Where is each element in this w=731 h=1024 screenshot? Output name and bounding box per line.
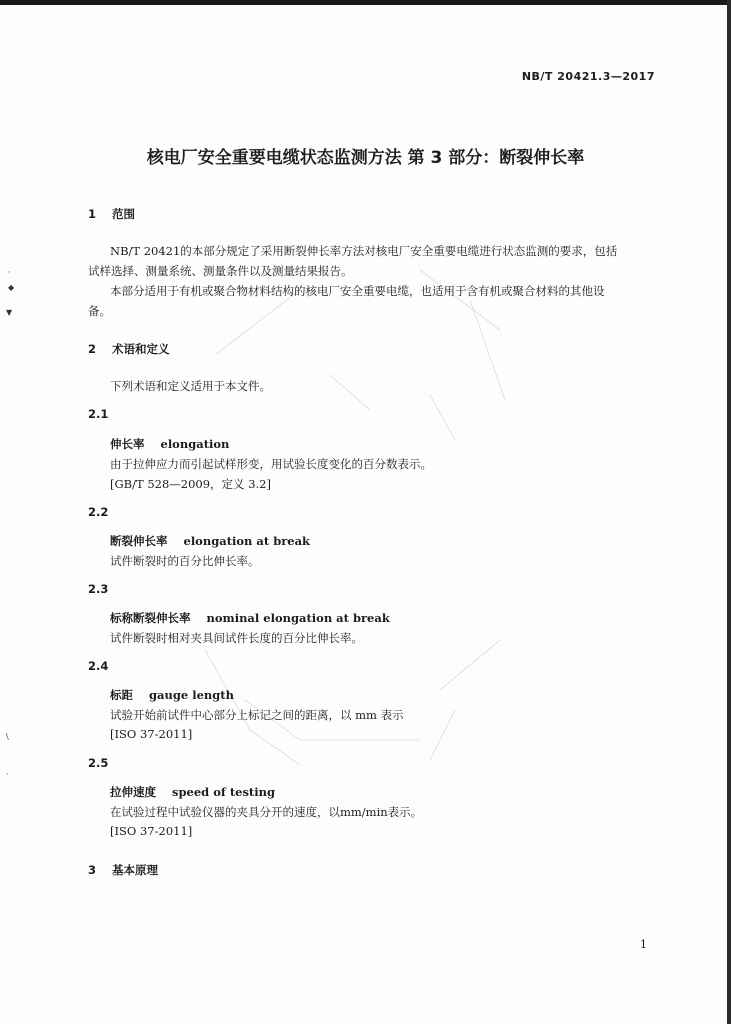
section-2-heading	[88, 341, 170, 357]
term-number: 2.2	[88, 505, 109, 519]
margin-mark: ·	[6, 770, 9, 779]
term-source: [ISO 37-2011]	[110, 824, 193, 838]
section-3-heading	[88, 862, 158, 878]
paragraph-line: 备。	[88, 304, 111, 318]
term-chinese: 标称断裂伸长率	[110, 611, 191, 625]
paragraph-line: NB/T 20421的本部分规定了采用断裂伸长率方法对核电厂安全重要电缆进行状态监测的要求，包括	[110, 244, 618, 258]
term-entry	[110, 436, 229, 452]
section-number: 3	[88, 863, 97, 877]
margin-mark: ▼	[6, 308, 13, 317]
term-chinese: 伸长率	[110, 437, 145, 451]
term-definition: 试件断裂时的百分比伸长率。	[110, 554, 260, 568]
term-source: [GB/T 528—2009，定义 3.2]	[110, 477, 271, 491]
term-entry	[110, 533, 310, 549]
term-number: 2.3	[88, 582, 109, 596]
standard-number: NB/T 20421.3—2017	[521, 70, 655, 83]
term-english: gauge length	[149, 688, 234, 702]
term-english: elongation	[160, 437, 230, 451]
paragraph-line: 下列术语和定义适用于本文件。	[110, 379, 271, 393]
section-title: 术语和定义	[112, 342, 170, 356]
term-number: 2.5	[88, 756, 109, 770]
section-number: 2	[88, 342, 97, 356]
page-number: 1	[640, 938, 647, 951]
section-number: 1	[88, 207, 97, 221]
term-number: 2.1	[88, 407, 109, 421]
term-number: 2.4	[88, 659, 109, 673]
term-definition: 在试验过程中试验仪器的夹具分开的速度，以mm/min表示。	[110, 805, 423, 819]
term-chinese: 拉伸速度	[110, 785, 156, 799]
term-definition: 由于拉伸应力而引起试样形变，用试验长度变化的百分数表示。	[110, 457, 432, 471]
section-title: 基本原理	[112, 863, 159, 877]
term-definition: 试件断裂时相对夹具间试件长度的百分比伸长率。	[110, 631, 363, 645]
term-source: [ISO 37-2011]	[110, 727, 193, 741]
section-title: 范围	[112, 207, 136, 221]
term-english: speed of testing	[172, 785, 276, 799]
term-english: elongation at break	[183, 534, 311, 548]
scan-edge-top	[0, 0, 731, 5]
section-1-heading	[88, 206, 135, 222]
margin-mark: \	[6, 732, 9, 741]
term-english: nominal elongation at break	[206, 611, 390, 625]
paragraph-line: 试样选择、测量系统、测量条件以及测量结果报告。	[88, 264, 353, 278]
term-definition: 试验开始前试件中心部分上标记之间的距离，以 mm 表示	[110, 708, 404, 722]
term-entry	[110, 784, 275, 800]
term-chinese: 断裂伸长率	[110, 534, 168, 548]
document-title: 核电厂安全重要电缆状态监测方法 第 3 部分：断裂伸长率	[146, 148, 585, 168]
term-entry	[110, 610, 390, 626]
paragraph-line: 本部分适用于有机或聚合物材料结构的核电厂安全重要电缆，也适用于含有机或聚合材料的其他设	[110, 284, 605, 298]
term-chinese: 标距	[110, 688, 133, 702]
margin-mark: ·	[8, 268, 11, 277]
margin-mark: ◆	[8, 283, 15, 292]
term-entry	[110, 687, 234, 703]
